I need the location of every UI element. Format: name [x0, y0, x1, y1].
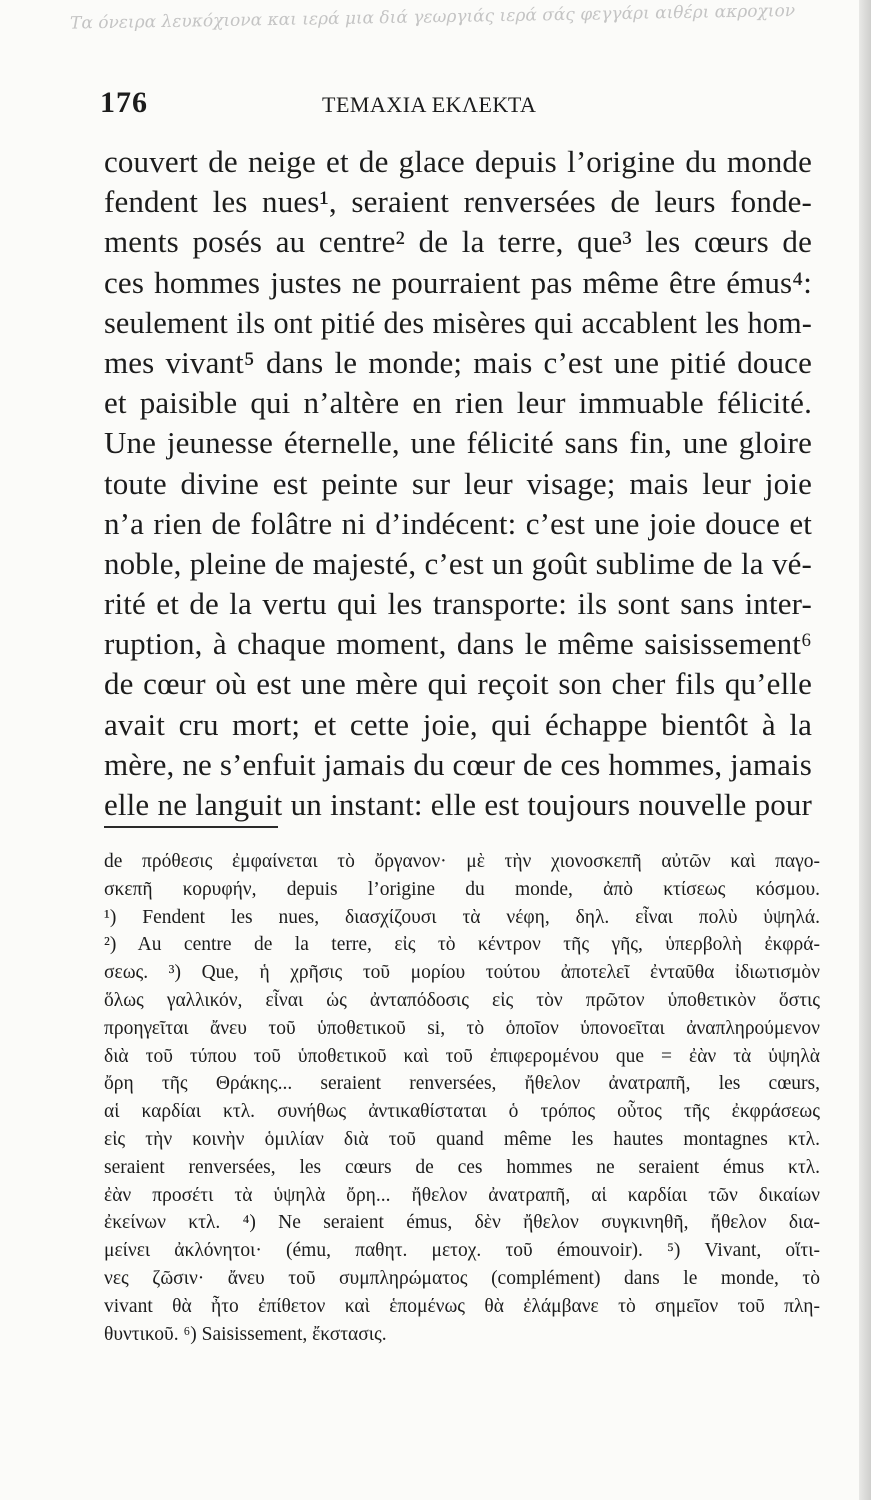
footnote-line: ἐὰν προσέτι τὰ ὑψηλὰ ὄρη... ἤθελον ἀνατραπῆ, αἱ καρδίαι τῶν δικαίων: [104, 1184, 820, 1206]
footnote-line: σεως. ³) Que, ἡ χρῆσις τοῦ μορίου τούτου ἀποτελεῖ ἐνταῦθα ἰδιωτισμὸν: [104, 962, 820, 984]
footnote-line: μείνει ἀκλόνητοι· (ému, παθητ. μετοχ. τοῦ émouvoir). ⁵) Vivant, οἵτι-: [104, 1240, 820, 1262]
text-line: seulement ils ont pitié des misères qui accablent les hom-: [104, 305, 812, 340]
text-line: mère, ne s’enfuit jamais du cœur de ces hommes, jamais: [104, 746, 812, 782]
text-line: n’a rien de folâtre ni d’indécent: c’est une joie douce et: [104, 505, 812, 541]
text-line: ces hommes justes ne pourraient pas même être émus⁴:: [104, 264, 812, 300]
text-line: ruption, à chaque moment, dans le même saisissement⁶: [104, 626, 812, 662]
text-line: mes vivant⁵ dans le monde; mais c’est une pitié douce: [104, 344, 812, 380]
footnote-line: ²) Au centre de la terre, εἰς τὸ κέντρον τῆς γῆς, ὑπερβολὴ ἐκφρά-: [104, 934, 820, 956]
footnote-line: θυντικοῦ. ⁶) Saisissement, ἔκστασις.: [104, 1323, 387, 1345]
running-title: ΤΕΜΑΧΙΑ ΕΚΛΕΚΤΑ: [322, 92, 537, 117]
text-line: et paisible qui n’altère en rien leur immuable félicité.: [104, 385, 812, 421]
footnote-line: νες ζῶσιν· ἄνευ τοῦ συμπληρώματος (complément) dans le monde, τὸ: [104, 1267, 820, 1289]
footnote-line: ὅλως γαλλικόν, εἶναι ὡς ἀνταπόδοσις εἰς τὸν πρῶτον ὑποθετικὸν ὅστις: [104, 989, 820, 1011]
page-header: [100, 86, 820, 120]
text-line: elle ne languit un instant: elle est toujours nouvelle pour: [104, 787, 812, 822]
text-line: de cœur où est une mère qui reçoit son cher fils qu’elle: [104, 666, 812, 702]
main-text: [104, 142, 812, 825]
text-line: rité et de la vertu qui les transporte: ils sont sans inter-: [104, 586, 812, 622]
text-line: couvert de neige et de glace depuis l’origine du monde: [104, 144, 812, 179]
footnote-line: αἱ καρδίαι κτλ. συνήθως ἀντικαθίσταται ὁ τρόπος οὗτος τῆς ἐκφράσεως: [104, 1101, 820, 1123]
page-edge: [859, 0, 871, 1500]
text-line: ments posés au centre² de la terre, que³ les cœurs de: [104, 224, 812, 260]
text-line: toute divine est peinte sur leur visage; mais leur joie: [104, 465, 812, 501]
footnote-line: εἰς τὴν κοινὴν ὁμιλίαν διὰ τοῦ quand même les hautes montagnes κτλ.: [104, 1128, 820, 1150]
footnote-line: ἐκείνων κτλ. ⁴) Ne seraient émus, δὲν ἤθελον συγκινηθῆ, ἤθελον δια-: [104, 1212, 820, 1234]
footnote-line: προηγεῖται ἄνευ τοῦ ὑποθετικοῦ si, τὸ ὁποῖον ὑπονοεῖται ἀναπληρούμενον: [104, 1017, 820, 1039]
handwritten-margin-note: Τα όνειρα λευκόχιονα και ιερά μια διά γεωργιάς ιερά σάς φεγγάρι αιθέρι ακροχιον: [69, 0, 796, 34]
footnote-line: vivant θὰ ἦτο ἐπίθετον καὶ ἑπομένως θὰ ἐλάμβανε τὸ σημεῖον τοῦ πλη-: [104, 1295, 820, 1317]
footnote-line: de πρόθεσις ἐμφαίνεται τὸ ὄργανον· μὲ τὴν χιονοσκεπῆ αὐτῶν καὶ παγο-: [104, 851, 820, 872]
footnote-line: ὄρη τῆς Θράκης... seraient renversées, ἤθελον ἀνατραπῆ, les cœurs,: [104, 1073, 820, 1095]
footnote-line: διὰ τοῦ τύπου τοῦ ὑποθετικοῦ καὶ τοῦ ἐπιφερομένου que = ἐὰν τὰ ὑψηλὰ: [104, 1045, 820, 1067]
footnote-line: seraient renversées, les cœurs de ces hommes ne seraient émus κτλ.: [104, 1156, 820, 1178]
footnote-line: ¹) Fendent les nues, διασχίζουσι τὰ νέφη, δηλ. εἶναι πολὺ ὑψηλά.: [104, 906, 820, 928]
text-line: noble, pleine de majesté, c’est un goût sublime de la vé-: [104, 545, 812, 581]
page-number: 176: [100, 86, 148, 119]
footnotes: [104, 848, 820, 1348]
text-line: Une jeunesse éternelle, une félicité sans fin, une gloire: [104, 425, 812, 461]
text-line: fendent les nues¹, seraient renversées de leurs fonde-: [104, 184, 812, 220]
footnote-divider: [104, 826, 278, 828]
footnote-line: σκεπῆ κορυφήν, depuis l’origine du monde, ἀπὸ κτίσεως κόσμου.: [104, 878, 820, 900]
text-line: avait cru mort; et cette joie, qui échappe bientôt à la: [104, 706, 812, 742]
